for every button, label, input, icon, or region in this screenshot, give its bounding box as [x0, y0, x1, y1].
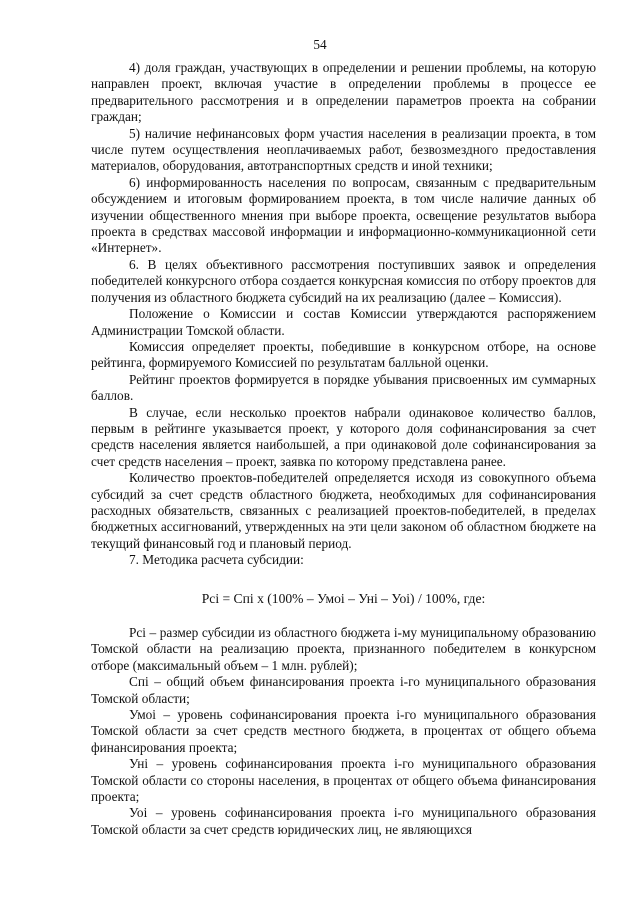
paragraph-commission-regulation: Положение о Комиссии и состав Комиссии утверждаются распоряжением Администрации Томской области.: [91, 306, 596, 338]
definition-pci: Pci – размер субсидии из областного бюджета i-му муниципальному образованию Томской области на реализацию проекта, признанного победителем в конкурсном отборе (максимальный объем – 1 млн. рублей);: [91, 625, 596, 673]
page-number: 54: [313, 37, 327, 52]
definition-uoi: Уоi – уровень софинансирования проекта i-го муниципального образования Томской области за счет средств юридических лиц, не являющихся: [91, 805, 596, 837]
definition-uni: Унi – уровень софинансирования проекта i-го муниципального образования Томской области со стороны населения, в процентах от общего объема финансирования проекта;: [91, 756, 596, 805]
paragraph-rating-order: Рейтинг проектов формируется в порядке убывания присвоенных им суммарных баллов.: [91, 371, 596, 404]
document-body: [91, 60, 596, 838]
paragraph-section-6: 6. В целях объективного рассмотрения поступивших заявок и определения победителей конкурсного отбора создается конкурсная комиссия по отбору проектов для получения из областного бюджета субсидий на их реализацию (далее – Комиссия).: [91, 256, 596, 305]
paragraph-commission-winners: Комиссия определяет проекты, победившие в конкурсном отборе, на основе рейтинга, формируемого Комиссией по результатам балльной оценки.: [91, 338, 596, 371]
paragraph-criterion-5: 5) наличие нефинансовых форм участия населения в реализации проекта, в том числе путем осуществления неоплачиваемых работ, безвозмездного предоставления материалов, оборудования, автотранспортных средств и иной техники;: [91, 125, 596, 174]
paragraph-winners-count: Количество проектов-победителей определяется исходя из совокупного объема субсидий за счет средств областного бюджета, необходимых для софинансирования расходных обязательств, связанных с реализацией проектов-победителей, в пределах бюджетных ассигнований, утвержденных на эти цели законом об областном бюджете на текущий финансовый год и плановый период.: [91, 470, 596, 551]
definition-umoi: Умоi – уровень софинансирования проекта i-го муниципального образования Томской области за счет средств местного бюджета, в процентах от общего объема финансирования проекта;: [91, 707, 596, 755]
paragraph-equal-scores: В случае, если несколько проектов набрали одинаковое количество баллов, первым в рейтинге указывается проект, у которого доля софинансирования за счет средств населения является наибольшей, а при одинаковой доле софинансирования за счет средств населения – проект, заявка по которому представлена ранее.: [91, 404, 596, 469]
paragraph-criterion-4: 4) доля граждан, участвующих в определении и решении проблемы, на которую направлен проект, включая участие в определении проблемы в процессе ее предварительного рассмотрения и в определении параметров проекта на собрании граждан;: [91, 60, 596, 125]
paragraph-criterion-6: 6) информированность населения по вопросам, связанным с предварительным обсуждением и итоговым формированием проекта, в том числе наличие данных об изучении общественного мнения при выборе проекта, освещение результатов выбора проекта в средствах массовой информации и информационно-коммуникационной сети «Интернет».: [91, 174, 596, 256]
definition-cpi: Cпi – общий объем финансирования проекта i-го муниципального образования Томской области;: [91, 674, 596, 706]
paragraph-section-7: 7. Методика расчета субсидии:: [129, 552, 304, 568]
subsidy-formula: Pci = Cпi x (100% – Умоi – Унi – Уоi) / 100%, где:: [201, 590, 486, 606]
